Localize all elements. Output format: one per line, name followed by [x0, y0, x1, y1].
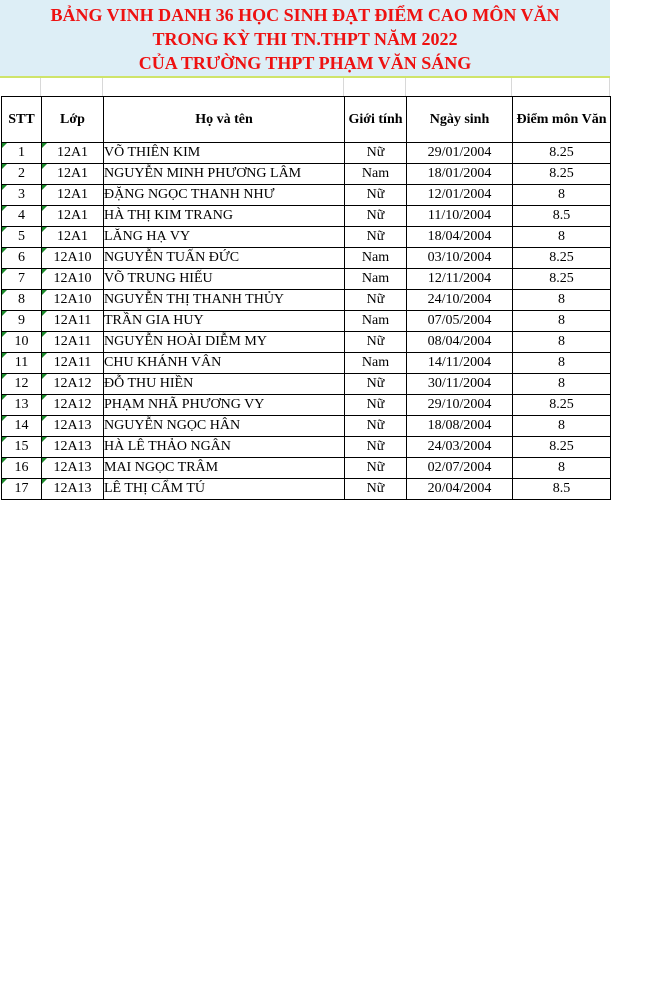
cell-gioi-tinh: Nữ [345, 479, 407, 500]
title-line-1: BẢNG VINH DANH 36 HỌC SINH ĐẠT ĐIỂM CAO MÔN VĂN [50, 5, 560, 25]
table-body [2, 143, 611, 500]
cell-stt: 7 [2, 269, 42, 290]
cell-ngay-sinh: 29/10/2004 [407, 395, 513, 416]
table-row [2, 416, 611, 437]
cell-ho-ten: MAI NGỌC TRÂM [104, 458, 345, 479]
cell-stt: 5 [2, 227, 42, 248]
cell-ngay-sinh: 20/04/2004 [407, 479, 513, 500]
cell-gioi-tinh: Nữ [345, 458, 407, 479]
cell-stt: 2 [2, 164, 42, 185]
cell-diem: 8 [513, 353, 611, 374]
cell-gioi-tinh: Nam [345, 353, 407, 374]
table-row [2, 311, 611, 332]
cell-diem: 8 [513, 227, 611, 248]
cell-stt: 15 [2, 437, 42, 458]
cell-stt: 12 [2, 374, 42, 395]
cell-lop: 12A1 [42, 227, 104, 248]
table-row [2, 227, 611, 248]
table-row [2, 143, 611, 164]
cell-ho-ten: PHẠM NHÃ PHƯƠNG VY [104, 395, 345, 416]
cell-ho-ten: LĂNG HẠ VY [104, 227, 345, 248]
cell-ho-ten: VÕ THIÊN KIM [104, 143, 345, 164]
cell-gioi-tinh: Nữ [345, 332, 407, 353]
cell-ho-ten: HÀ THỊ KIM TRANG [104, 206, 345, 227]
honor-table [1, 96, 611, 500]
cell-ho-ten: ĐẶNG NGỌC THANH NHƯ [104, 185, 345, 206]
cell-diem: 8.25 [513, 143, 611, 164]
cell-ngay-sinh: 11/10/2004 [407, 206, 513, 227]
cell-ngay-sinh: 24/03/2004 [407, 437, 513, 458]
cell-lop: 12A11 [42, 311, 104, 332]
header-ngay-sinh: Ngày sinh [407, 97, 513, 143]
cell-diem: 8.5 [513, 479, 611, 500]
cell-lop: 12A13 [42, 458, 104, 479]
cell-ngay-sinh: 30/11/2004 [407, 374, 513, 395]
cell-gioi-tinh: Nam [345, 248, 407, 269]
cell-stt: 6 [2, 248, 42, 269]
table-row [2, 290, 611, 311]
cell-stt: 17 [2, 479, 42, 500]
table-row [2, 395, 611, 416]
cell-stt: 1 [2, 143, 42, 164]
cell-gioi-tinh: Nữ [345, 206, 407, 227]
cell-lop: 12A1 [42, 206, 104, 227]
table-row [2, 437, 611, 458]
table-row [2, 269, 611, 290]
header-gioi-tinh: Giới tính [345, 97, 407, 143]
cell-lop: 12A13 [42, 416, 104, 437]
cell-lop: 12A10 [42, 269, 104, 290]
cell-ho-ten: NGUYỄN MINH PHƯƠNG LÂM [104, 164, 345, 185]
cell-lop: 12A12 [42, 395, 104, 416]
header-diem-van: Điểm môn Văn [513, 97, 611, 143]
cell-lop: 12A11 [42, 332, 104, 353]
cell-stt: 4 [2, 206, 42, 227]
blank-spreadsheet-row [0, 78, 610, 96]
cell-ho-ten: ĐỖ THU HIỀN [104, 374, 345, 395]
cell-gioi-tinh: Nữ [345, 437, 407, 458]
cell-ngay-sinh: 18/04/2004 [407, 227, 513, 248]
cell-ngay-sinh: 29/01/2004 [407, 143, 513, 164]
cell-diem: 8.25 [513, 395, 611, 416]
cell-diem: 8 [513, 290, 611, 311]
table-row [2, 458, 611, 479]
table-row [2, 332, 611, 353]
cell-ho-ten: LÊ THỊ CẨM TÚ [104, 479, 345, 500]
cell-ho-ten: NGUYỄN HOÀI DIỄM MY [104, 332, 345, 353]
cell-gioi-tinh: Nam [345, 269, 407, 290]
cell-lop: 12A13 [42, 437, 104, 458]
cell-ngay-sinh: 03/10/2004 [407, 248, 513, 269]
cell-gioi-tinh: Nữ [345, 290, 407, 311]
cell-diem: 8.25 [513, 164, 611, 185]
cell-stt: 3 [2, 185, 42, 206]
cell-diem: 8 [513, 458, 611, 479]
table-header-row [2, 97, 611, 143]
table-row [2, 248, 611, 269]
header-stt: STT [2, 97, 42, 143]
cell-diem: 8.25 [513, 437, 611, 458]
cell-ngay-sinh: 14/11/2004 [407, 353, 513, 374]
cell-diem: 8.5 [513, 206, 611, 227]
table-row [2, 164, 611, 185]
cell-diem: 8 [513, 374, 611, 395]
title-line-2: TRONG KỲ THI TN.THPT NĂM 2022 [152, 29, 458, 49]
cell-gioi-tinh: Nữ [345, 185, 407, 206]
cell-gioi-tinh: Nữ [345, 416, 407, 437]
cell-ho-ten: CHU KHÁNH VÂN [104, 353, 345, 374]
cell-ngay-sinh: 08/04/2004 [407, 332, 513, 353]
cell-ho-ten: NGUYỄN TUẤN ĐỨC [104, 248, 345, 269]
cell-ho-ten: HÀ LÊ THẢO NGÂN [104, 437, 345, 458]
cell-stt: 8 [2, 290, 42, 311]
table-row [2, 185, 611, 206]
cell-ngay-sinh: 02/07/2004 [407, 458, 513, 479]
table-row [2, 353, 611, 374]
cell-ngay-sinh: 24/10/2004 [407, 290, 513, 311]
cell-ngay-sinh: 18/01/2004 [407, 164, 513, 185]
cell-stt: 13 [2, 395, 42, 416]
cell-stt: 10 [2, 332, 42, 353]
cell-gioi-tinh: Nam [345, 311, 407, 332]
cell-lop: 12A12 [42, 374, 104, 395]
cell-lop: 12A10 [42, 248, 104, 269]
cell-stt: 11 [2, 353, 42, 374]
cell-diem: 8 [513, 185, 611, 206]
cell-stt: 16 [2, 458, 42, 479]
table-row [2, 206, 611, 227]
header-lop: Lớp [42, 97, 104, 143]
cell-diem: 8 [513, 416, 611, 437]
cell-ho-ten: NGUYỄN NGỌC HÂN [104, 416, 345, 437]
title-banner [0, 0, 610, 76]
title-line-3: CỦA TRƯỜNG THPT PHẠM VĂN SÁNG [138, 53, 472, 73]
cell-gioi-tinh: Nữ [345, 374, 407, 395]
table-row [2, 479, 611, 500]
cell-lop: 12A1 [42, 164, 104, 185]
table-row [2, 374, 611, 395]
cell-diem: 8.25 [513, 269, 611, 290]
cell-ho-ten: NGUYỄN THỊ THANH THỦY [104, 290, 345, 311]
cell-lop: 12A1 [42, 185, 104, 206]
cell-diem: 8.25 [513, 248, 611, 269]
cell-diem: 8 [513, 311, 611, 332]
cell-lop: 12A13 [42, 479, 104, 500]
cell-ngay-sinh: 07/05/2004 [407, 311, 513, 332]
cell-diem: 8 [513, 332, 611, 353]
cell-lop: 12A1 [42, 143, 104, 164]
cell-gioi-tinh: Nam [345, 164, 407, 185]
cell-gioi-tinh: Nữ [345, 227, 407, 248]
cell-gioi-tinh: Nữ [345, 395, 407, 416]
header-ho-ten: Họ và tên [104, 97, 345, 143]
cell-ngay-sinh: 12/01/2004 [407, 185, 513, 206]
cell-lop: 12A10 [42, 290, 104, 311]
cell-lop: 12A11 [42, 353, 104, 374]
cell-ngay-sinh: 12/11/2004 [407, 269, 513, 290]
cell-ngay-sinh: 18/08/2004 [407, 416, 513, 437]
cell-ho-ten: TRẦN GIA HUY [104, 311, 345, 332]
cell-stt: 14 [2, 416, 42, 437]
cell-ho-ten: VÕ TRUNG HIẾU [104, 269, 345, 290]
cell-stt: 9 [2, 311, 42, 332]
cell-gioi-tinh: Nữ [345, 143, 407, 164]
